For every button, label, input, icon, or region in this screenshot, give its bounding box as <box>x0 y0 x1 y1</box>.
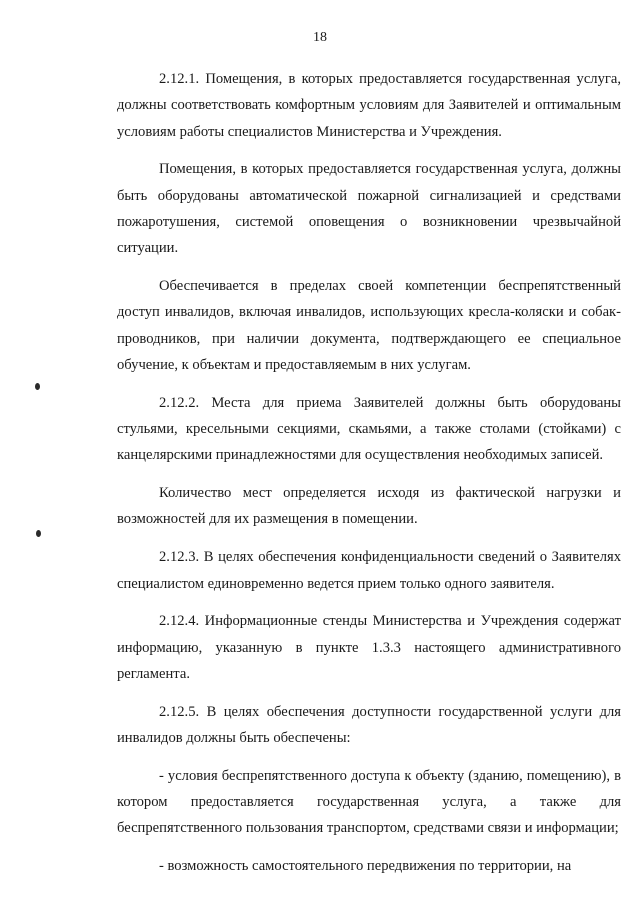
page-number: 18 <box>313 30 327 45</box>
paragraph-fire-safety: Помещения, в которых предоставляется государственная услуга, должны быть оборудованы автоматической пожарной сигнализацией и средствами пожаротушения, системой оповещения о возникновении чрезвычайной ситуации. <box>117 161 621 257</box>
paragraph-disabled-access: Обеспечивается в пределах своей компетенции беспрепятственный доступ инвалидов, включая инвалидов, использующих кресла-коляски и собак-проводников, при наличии документа, подтверждающего ее специальное обучение, к объектам и предоставляемым в них услугам. <box>117 278 621 373</box>
list-item-access-conditions: - условия беспрепятственного доступа к объекту (зданию, помещению), в котором предоставляется государственная услуга, а также для беспрепятственного пользования транспортом, средствами связи и информации; <box>117 767 621 837</box>
paragraph-2-12-4: 2.12.4. Информационные стенды Министерства и Учреждения содержат информацию, указанную в пункте 1.3.3 настоящего административного регламента. <box>117 613 621 682</box>
paragraph-seat-count: Количество мест определяется исходя из фактической нагрузки и возможностей для их размещения в помещении. <box>117 485 621 528</box>
paragraph-2-12-5: 2.12.5. В целях обеспечения доступности государственной услуги для инвалидов должны быть обеспечены: <box>117 703 621 747</box>
paragraph-2-12-2: 2.12.2. Места для приема Заявителей должны быть оборудованы стульями, кресельными секциями, скамьями, а также столами (стойками) с канцелярскими принадлежностями для осуществления необходимых записей. <box>117 394 621 464</box>
scan-speck-mark <box>35 383 40 390</box>
scan-speck-mark <box>36 530 41 537</box>
document-body <box>117 66 621 880</box>
list-item-movement: - возможность самостоятельного передвижения по территории, на <box>159 858 572 875</box>
paragraph-2-12-1: 2.12.1. Помещения, в которых предоставляется государственная услуга, должны соответствовать комфортным условиям для Заявителей и оптимальным условиям работы специалистов Министерства и Учреждения. <box>117 71 621 140</box>
paragraph-2-12-3: 2.12.3. В целях обеспечения конфиденциальности сведений о Заявителях специалистом единовременно ведется прием только одного заявителя. <box>117 549 621 592</box>
